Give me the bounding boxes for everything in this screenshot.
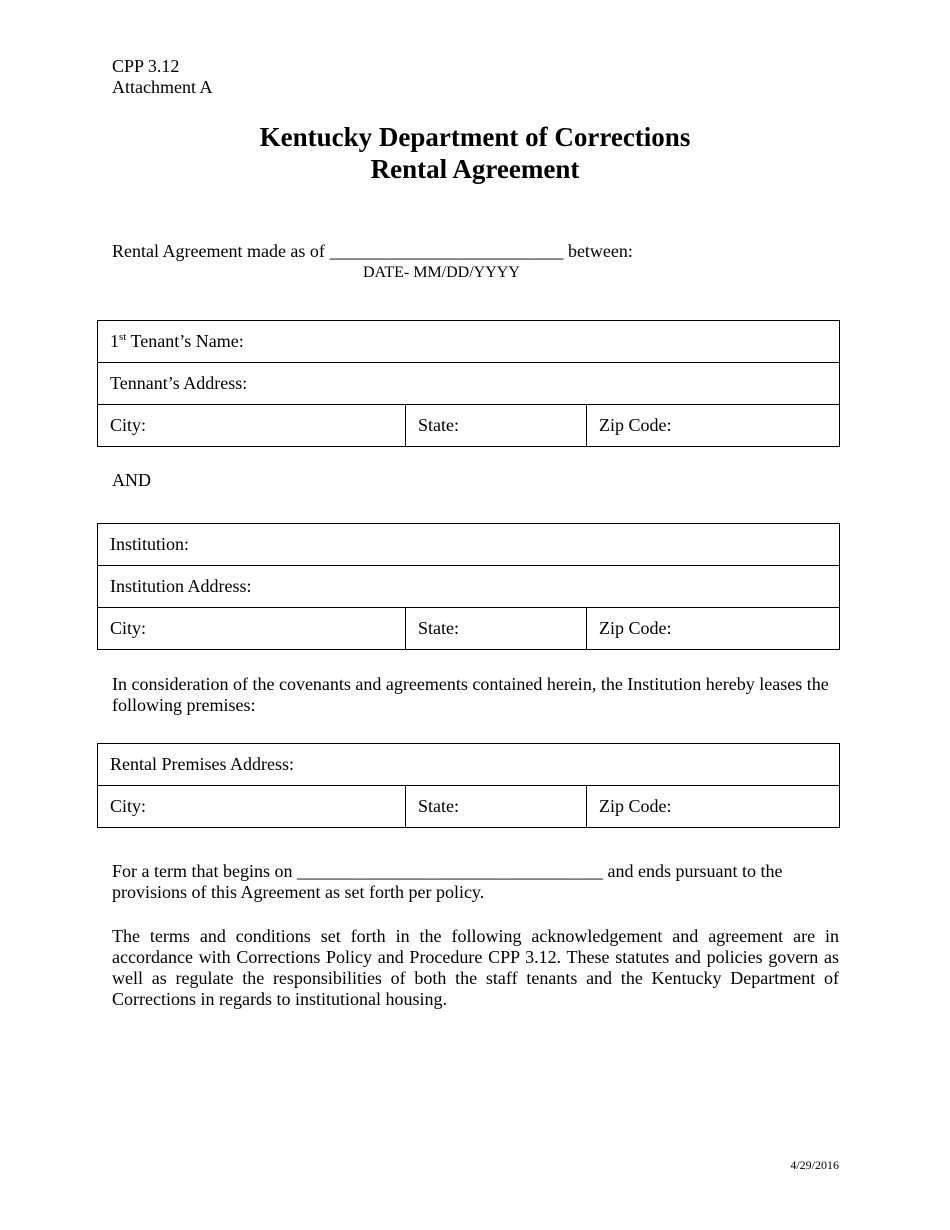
premises-zip-label: Zip Code: <box>599 796 672 816</box>
premises-city-label: City: <box>110 796 147 816</box>
footer-revision-date: 4/29/2016 <box>790 1158 839 1172</box>
date-format-hint: DATE- MM/DD/YYYY <box>363 264 520 281</box>
tenant-name-ordinal-suffix: st <box>119 331 127 343</box>
tenant-name-row <box>98 321 840 363</box>
tenant-state-label: State: <box>418 415 459 435</box>
tenant-address-field[interactable] <box>98 363 840 405</box>
institution-state-label: State: <box>418 618 459 638</box>
attachment-label: Attachment A <box>112 77 213 97</box>
tenant-state-field[interactable] <box>406 405 587 447</box>
agreement-intro-line <box>112 241 633 262</box>
tenant-zip-field[interactable] <box>587 405 840 447</box>
institution-address-label: Institution Address: <box>110 576 252 596</box>
premises-address-field[interactable] <box>98 744 840 786</box>
institution-zip-label: Zip Code: <box>599 618 672 638</box>
premises-zip-field[interactable] <box>587 786 840 828</box>
institution-info-table <box>97 523 840 650</box>
tenant-name-ordinal: 1 <box>110 331 119 351</box>
premises-city-field[interactable] <box>98 786 406 828</box>
tenant-city-label: City: <box>110 415 147 435</box>
institution-name-label: Institution: <box>110 534 190 554</box>
premises-address-row <box>98 744 840 786</box>
tenant-zip-label: Zip Code: <box>599 415 672 435</box>
premises-address-label: Rental Premises Address: <box>110 754 294 774</box>
document-subtitle: Rental Agreement <box>370 154 580 184</box>
institution-name-field[interactable] <box>98 524 840 566</box>
tenant-city-field[interactable] <box>98 405 406 447</box>
premises-state-field[interactable] <box>406 786 587 828</box>
institution-state-field[interactable] <box>406 608 587 650</box>
premises-info-table <box>97 743 840 828</box>
institution-address-row <box>98 566 840 608</box>
tenant-info-table <box>97 320 840 447</box>
term-provisions-line: provisions of this Agreement as set forth per policy. <box>112 882 485 902</box>
tenant-name-label: Tenant’s Name: <box>126 331 244 351</box>
tenant-city-row <box>98 405 840 447</box>
policy-number: CPP 3.12 <box>112 56 180 76</box>
term-prefix: For a term that begins on <box>112 861 293 881</box>
institution-address-field[interactable] <box>98 566 840 608</box>
institution-city-row <box>98 608 840 650</box>
term-suffix: and ends pursuant to the <box>607 861 783 881</box>
consideration-paragraph: In consideration of the covenants and agreements contained herein, the Institution hereby leases the following premises: <box>112 674 829 715</box>
agreement-intro-prefix: Rental Agreement made as of <box>112 241 325 261</box>
tenant-name-field[interactable] <box>98 321 840 363</box>
term-start-date-blank[interactable]: __________________________________ <box>296 861 603 881</box>
institution-name-row <box>98 524 840 566</box>
premises-city-row <box>98 786 840 828</box>
agreement-intro-suffix: between: <box>567 241 633 261</box>
agreement-date-blank[interactable]: __________________________ <box>329 241 564 261</box>
institution-zip-field[interactable] <box>587 608 840 650</box>
institution-city-field[interactable] <box>98 608 406 650</box>
terms-conditions-paragraph: The terms and conditions set forth in the following acknowledgement and agreement are in accordance with Corrections Policy and Procedure CPP 3.12. These statutes and policies govern as well as regulate the responsibilities of both the staff tenants and the Kentucky Department of Corrections in regards to institutional housing. <box>112 926 839 1009</box>
and-separator: AND <box>112 470 151 490</box>
document-title: Kentucky Department of Corrections <box>259 122 691 152</box>
institution-city-label: City: <box>110 618 147 638</box>
premises-state-label: State: <box>418 796 459 816</box>
term-line <box>112 861 782 882</box>
tenant-address-label: Tennant’s Address: <box>110 373 248 393</box>
tenant-address-row <box>98 363 840 405</box>
